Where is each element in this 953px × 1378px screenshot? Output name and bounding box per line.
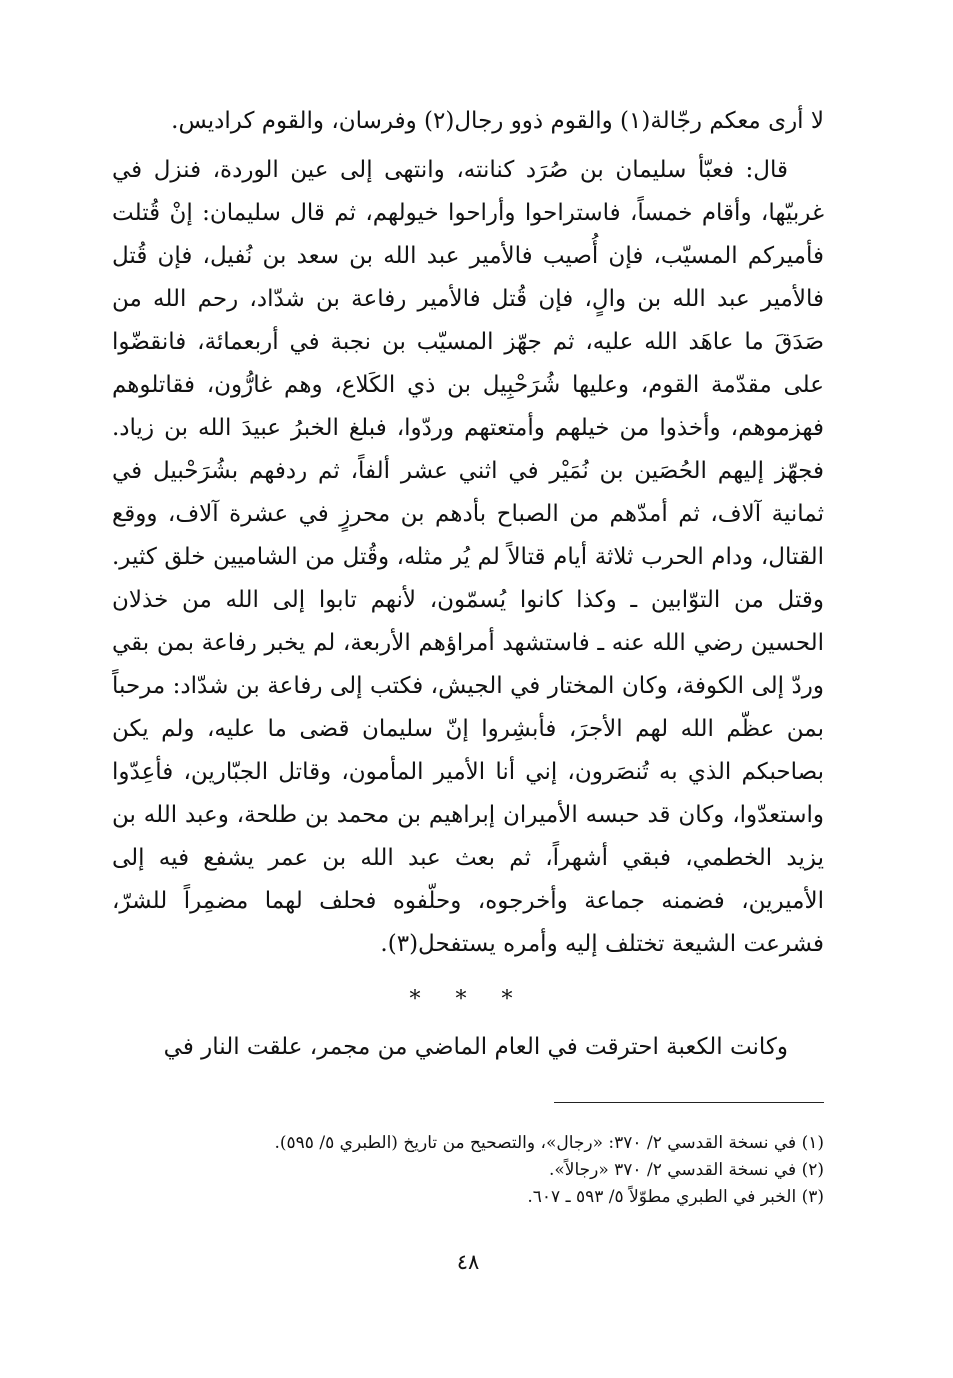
footnotes xyxy=(112,1130,824,1211)
footnote-divider xyxy=(554,1102,824,1103)
footnote-item: (٣) الخبر في الطبري مطوّلاً ٥/ ٥٩٣ ـ ٦٠٧. xyxy=(527,1187,824,1207)
section-separator: * * * xyxy=(409,987,527,1012)
paragraph-main: قال: فعبّأ سليمان بن صُرَد كنانته، وانتهى إلى عين الوردة، فنزل في غربيّها، وأقام خمساً، فاستراحوا وأراحوا خيولهم، ثم قال سليمان: إنْ قُتلت فأميركم المسيّب، فإن أُصيب فالأمير عبد الله بن سعد بن نُفيل، فإن قُتل فالأمير عبد الله بن والٍ، فإن قُتل فالأمير رفاعة بن شدّاد، رحم الله من صَدَقَ ما عاهَد الله عليه، ثم جهّز المسيّب بن نجبة في أربعمائة، فانقضّوا على مقدّمة القوم، وعليها شُرَحْبِيل بن ذي الكَلاع، وهم غارُّون، فقاتلوهم فهزموهم، وأخذوا من خيلهم وأمتعتهم وردّوا، فبلغ الخبرُ عبيدَ الله بن زياد. فجهّز إليهم الحُصَين بن نُمَيْر في اثني عشر ألفاً، ثم ردفهم بشُرَحْبيل في ثمانية آلاف، ثم أمدّهم من الصباح بأدهم بن محرزٍ في عشرة آلاف، ووقع القتال، ودام الحرب ثلاثة أيام قتالاً لم يُر مثله، وقُتل من الشاميين خلق كثير. وقتل من التوّابين ـ وكذا كانوا يُسمّون، لأنهم تابوا إلى الله من خذلان الحسين رضي الله عنه ـ فاستشهد أمراؤهم الأربعة، لم يخبر رفاعة بمن بقي وردّ إلى الكوفة، وكان المختار في الجيش، فكتب إلى رفاعة بن شدّاد: مرحباً بمن عظّم الله لهم الأجرَ، فأبشِروا إنّ سليمان قضى ما عليه، ولم يكن بصاحبكم الذي به تُنصَرون، إني أنا الأمير المأمون، وقاتل الجبّارين، فأعِدّوا واستعدّوا، وكان قد حبسه الأميران إبراهيم بن محمد بن طلحة، وعبد الله بن يزيد الخطمي، فبقي أشهراً، ثم بعث عبد الله بن عمر يشفع فيه إلى الأميرين، فضمنه جماعة وأخرجوه، وحلّفوه فحلف لهما مضمِراً للشرّ، فشرعت الشيعة تختلف إليه وأمره يستفحل(٣). xyxy=(112,157,824,957)
footnote-item: (١) في نسخة القدسي ٢/ ٣٧٠: «رجال»، والتصحيح من تاريخ (الطبري ٥/ ٥٩٥). xyxy=(274,1133,824,1153)
paragraph-last: وكانت الكعبة احترقت في العام الماضي من مجمر، علقت النار في xyxy=(163,1034,788,1060)
page-body xyxy=(112,100,824,1350)
page-number: ٤٨ xyxy=(456,1250,480,1274)
footnote-item: (٢) في نسخة القدسي ٢/ ٣٧٠ «رجالاً». xyxy=(548,1160,824,1180)
paragraph-first: لا أرى معكم رجّالة(١) والقوم ذوو رجال(٢) وفرسان، والقوم كراديس. xyxy=(171,108,824,134)
